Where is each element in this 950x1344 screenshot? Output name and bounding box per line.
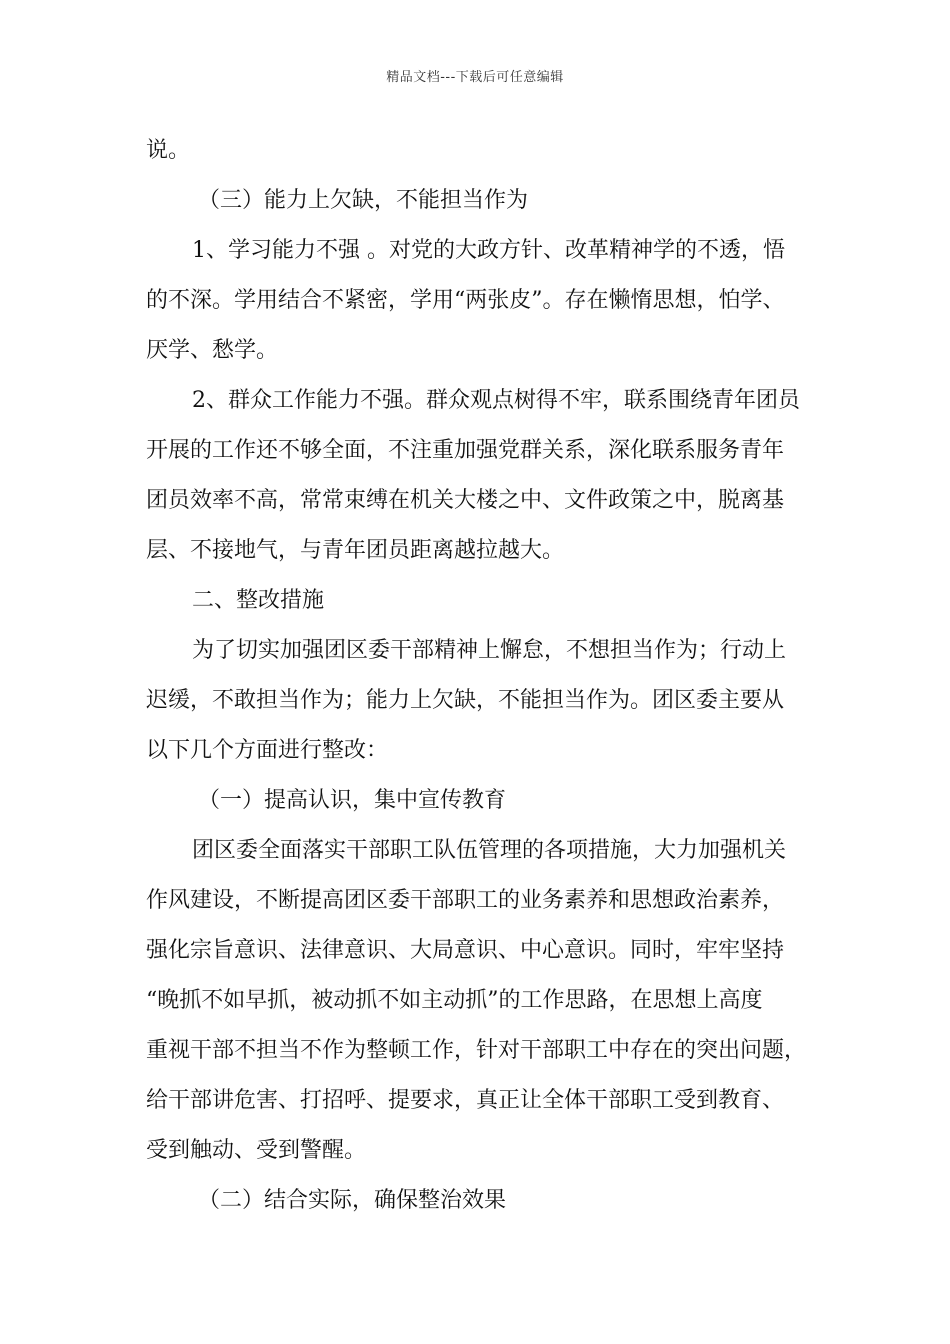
paragraph-line: 开展的工作还不够全面，不注重加强党群关系，深化联系服务青年 <box>146 438 785 463</box>
paragraph-line: 以下几个方面进行整改： <box>146 738 389 763</box>
document-body <box>146 126 830 1226</box>
paragraph-line: 2、群众工作能力不强。群众观点树得不牢，联系围绕青年团员 <box>192 388 800 413</box>
section-heading: （三）能力上欠缺，不能担当作为 <box>198 188 529 213</box>
page-header: 精品文档---下载后可任意编辑 <box>386 70 564 85</box>
paragraph-line: 厌学、愁学。 <box>146 338 279 363</box>
paragraph-line: “晚抓不如早抓，被动抓不如主动抓”的工作思路，在思想上高度 <box>146 988 763 1013</box>
section-heading: （一）提高认识，集中宣传教育 <box>198 788 507 813</box>
paragraph-line: 团员效率不高，常常束缚在机关大楼之中、文件政策之中，脱离基 <box>146 488 785 513</box>
section-heading: 二、整改措施 <box>192 588 325 613</box>
paragraph-line: 作风建设，不断提高团区委干部职工的业务素养和思想政治素养， <box>146 888 785 913</box>
section-heading: （二）结合实际，确保整治效果 <box>198 1188 507 1213</box>
paragraph-line: 1、学习能力不强 。对党的大政方针、改革精神学的不透，悟 <box>192 238 785 263</box>
paragraph-line: 重视干部不担当不作为整顿工作，针对干部职工中存在的突出问题， <box>146 1038 807 1063</box>
paragraph-line: 给干部讲危害、打招呼、提要求，真正让全体干部职工受到教育、 <box>146 1088 785 1113</box>
paragraph-line: 的不深。学用结合不紧密，学用“两张皮”。存在懒惰思想，怕学、 <box>146 288 785 313</box>
paragraph-line: 说。 <box>146 138 191 163</box>
paragraph-line: 强化宗旨意识、法律意识、大局意识、中心意识。同时，牢牢坚持 <box>146 938 785 963</box>
paragraph-line: 为了切实加强团区委干部精神上懈怠，不想担当作为；行动上 <box>192 638 787 663</box>
paragraph-line: 层、不接地气，与青年团员距离越拉越大。 <box>146 538 565 563</box>
paragraph-line: 受到触动、受到警醒。 <box>146 1138 367 1163</box>
paragraph-line: 团区委全面落实干部职工队伍管理的各项措施，大力加强机关 <box>192 838 787 863</box>
paragraph-line: 迟缓，不敢担当作为；能力上欠缺，不能担当作为。团区委主要从 <box>146 688 785 713</box>
